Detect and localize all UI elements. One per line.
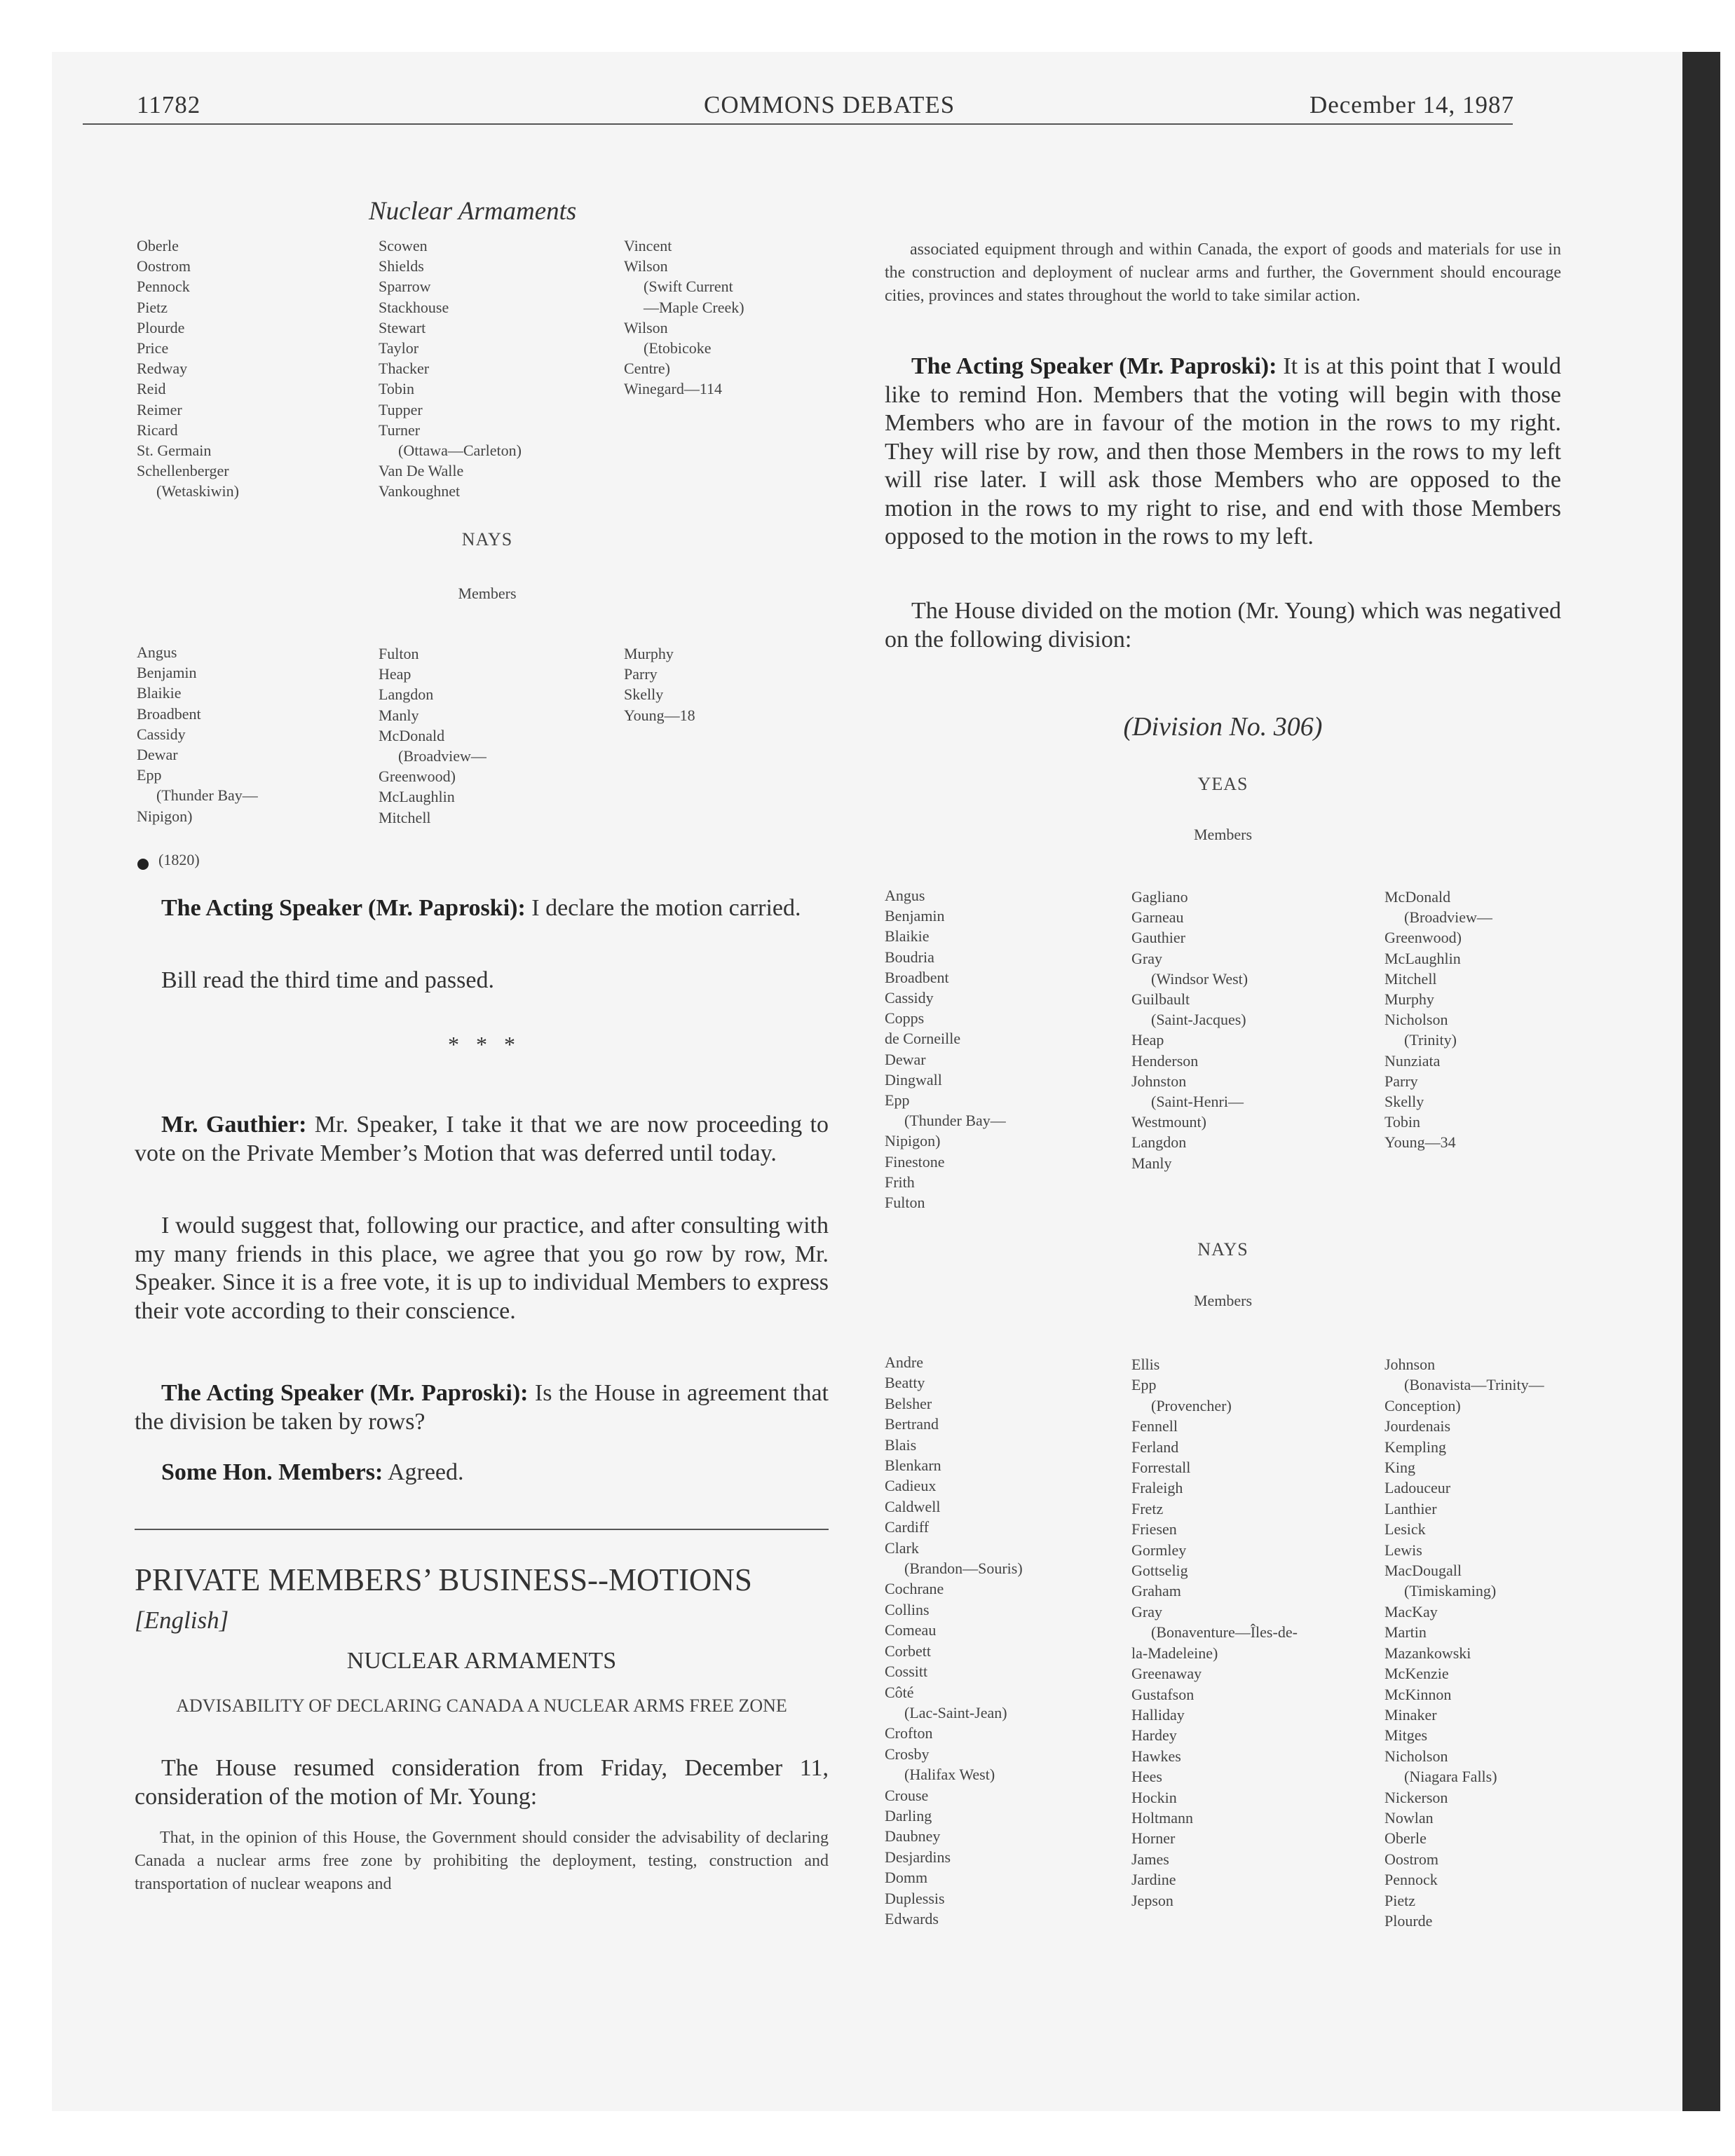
member-name: Stackhouse [379,298,449,316]
member-name: (Bonavista—Trinity— [1404,1376,1544,1394]
member-name: Benjamin [137,664,197,682]
member-name: St. Germain [137,442,212,460]
bullet-marker [137,859,149,870]
member-name: Greenwood) [1384,929,1462,947]
member-name: Andre [885,1353,923,1371]
member-name: Nipigon) [885,1132,941,1150]
member-name: (Broadview— [1404,908,1492,927]
member-name: Young—34 [1384,1133,1456,1152]
member-name: Blais [885,1435,917,1454]
member-name: Winegard—114 [624,380,723,398]
member-name: Horner [1131,1829,1176,1848]
division-nays-subheading: Members [1193,1292,1253,1309]
member-name: Gauthier [1131,929,1185,947]
member-name: Comeau [885,1621,937,1639]
member-name: (Wetaskiwin) [156,482,239,500]
member-name: Schellenberger [137,462,229,480]
member-name: Nunziata [1384,1051,1441,1070]
member-name: Duplessis [885,1889,945,1907]
member-name: Ricard [137,421,178,439]
member-name: Gray [1131,949,1162,967]
member-name: Garneau [1131,908,1184,927]
member-name: Dewar [137,746,178,764]
member-name: Murphy [624,645,674,662]
member-name: Desjardins [885,1848,951,1866]
yeas-list-col1 [137,236,239,502]
member-name: Fraleigh [1131,1479,1183,1497]
subject-subheading: ADVISABILITY OF DECLARING CANADA A NUCLEAR ARMS FREE ZONE [176,1696,787,1716]
member-name: (Swift Current [644,278,733,296]
member-name: Hockin [1131,1788,1177,1806]
member-name: Heap [379,665,411,683]
member-name: Halliday [1131,1705,1185,1724]
yeas-list-col2 [379,236,522,502]
member-name: Forrestall [1131,1459,1191,1477]
member-name: Greenwood) [379,767,456,786]
division-yeas-col2 [1131,887,1248,1173]
member-name: Domm [885,1869,928,1887]
member-name: Wilson [624,318,668,336]
member-name: (Provencher) [1151,1396,1232,1414]
member-name: Kempling [1384,1438,1446,1456]
yeas-heading: YEAS [1197,774,1248,794]
member-name: Darling [885,1806,932,1824]
speaker-name: The Acting Speaker (Mr. Paproski): [161,895,526,921]
member-name: Oberle [137,237,179,254]
member-name: (Etobicoke [644,339,712,357]
member-name: (Saint-Henri— [1151,1093,1244,1111]
yeas-list-col3 [624,236,744,400]
member-name: McDonald [1384,888,1451,906]
member-name: Jourdenais [1384,1417,1451,1435]
member-name: (Broadview— [398,747,487,765]
member-name: Nipigon) [137,807,193,825]
member-name: Langdon [379,685,434,704]
member-name: Price [137,339,169,357]
scan-edge-bar [1682,52,1720,2111]
member-name: Skelly [1384,1093,1424,1111]
nays-subheading: Members [458,585,517,602]
member-name: Dewar [885,1050,926,1068]
member-name: Parry [1384,1072,1418,1090]
member-name: Sparrow [379,278,431,296]
member-name: (Halifax West) [904,1766,995,1784]
member-name: Plourde [1384,1911,1433,1930]
member-name: Epp [1131,1376,1157,1394]
page-date: December 14, 1987 [1309,91,1514,118]
member-name: Cadieux [885,1477,937,1495]
member-name: MacKay [1384,1602,1438,1621]
member-name: Copps [885,1009,925,1028]
member-name: Broadbent [137,704,201,723]
member-name: Redway [137,360,188,378]
member-name: Reid [137,380,166,398]
member-name: Dingwall [885,1070,942,1089]
member-name: Lewis [1384,1541,1422,1559]
member-name: —Maple Creek) [644,298,744,316]
member-name: Belsher [885,1394,932,1412]
member-name: Mitchell [379,808,431,826]
member-name: Angus [137,643,177,661]
paragraph-agreed: Some Hon. Members: Agreed. [161,1459,464,1485]
member-name: Friesen [1131,1520,1177,1538]
member-name: Pietz [137,298,168,316]
member-name: Taylor [379,339,419,357]
member-name: Henderson [1131,1051,1199,1070]
member-name: Blaikie [885,927,930,946]
paragraph-speaker-declares: The Acting Speaker (Mr. Paproski): I declare the motion carried. [161,895,801,921]
member-name: Pennock [137,278,190,296]
member-name: (Lac-Saint-Jean) [904,1703,1007,1721]
member-name: la-Madeleine) [1131,1644,1218,1662]
member-name: Gormley [1131,1541,1187,1559]
motion-quote-continued: associated equipment through and within Canada, the export of goods and materials for use in the construction and deployment of nuclear arms and further, the Government should encourage cities, provinces and states throughout the world to take similar action. [885,240,1561,305]
member-name: (Saint-Jacques) [1151,1011,1246,1029]
member-name: Blaikie [137,684,182,702]
nays-list-col2 [379,643,487,828]
member-name: Reimer [137,400,182,418]
paragraph-gauthier: Mr. Gauthier: Mr. Speaker, I take it that we are now proceeding to vote on the Private Member’s Motion that was deferred until today. [135,1112,829,1166]
member-name: (Thunder Bay— [904,1112,1006,1130]
member-name: Mitges [1384,1726,1428,1745]
member-name: Lanthier [1384,1499,1437,1517]
section-title: Nuclear Armaments [369,197,577,226]
member-name: (Windsor West) [1151,969,1248,988]
member-name: Finestone [885,1152,945,1171]
page-number: 11782 [137,91,201,118]
member-name: de Corneille [885,1030,961,1048]
member-name: Crofton [885,1724,933,1742]
member-name: Hardey [1131,1726,1177,1745]
member-name: (Niagara Falls) [1404,1768,1497,1786]
member-name: Cochrane [885,1580,944,1598]
member-name: Gagliano [1131,888,1188,906]
member-name: Fulton [885,1194,925,1212]
member-name: Heap [1131,1031,1164,1049]
member-name: James [1131,1850,1169,1868]
member-name: Langdon [1131,1133,1187,1152]
member-name: Johnston [1131,1072,1187,1090]
paragraph-speaker-reminder: The Acting Speaker (Mr. Paproski): It is at this point that I would like to remind Hon. Members that the voting will begin with those Members who are in favour of the motion in the rows to my right. They will rise by row, and then those Members in the rows to my left will rise later. I will ask those Members who are opposed to the motion in the rows to my right to rise, and end with those Members opposed to the motion in the rows to my left. [885,353,1561,550]
member-name: Gottselig [1131,1562,1188,1580]
division-nays-col2 [1131,1354,1298,1911]
nays-list-col3 [624,643,695,725]
member-name: Nicholson [1384,1011,1448,1029]
member-name: Centre) [624,360,670,378]
member-name: Cardiff [885,1518,930,1536]
paragraph-speaker-question: The Acting Speaker (Mr. Paproski): Is the House in agreement that the division be taken by rows? [135,1380,829,1435]
member-name: Crouse [885,1786,929,1804]
member-name: Gustafson [1131,1685,1195,1703]
member-name: Mazankowski [1384,1644,1471,1662]
member-name: Blenkarn [885,1456,941,1475]
member-name: McDonald [379,726,445,744]
member-name: Benjamin [885,907,945,925]
member-name: (Bonaventure—Îles-de- [1151,1623,1298,1642]
section-rule [135,1529,829,1530]
member-name: Holtmann [1131,1808,1193,1827]
member-name: Oberle [1384,1829,1427,1848]
member-name: Fennell [1131,1417,1178,1435]
member-name: (Trinity) [1404,1031,1457,1049]
member-name: Clark [885,1538,919,1557]
member-name: Corbett [885,1642,931,1660]
member-name: Beatty [885,1374,925,1392]
member-name: McKenzie [1384,1665,1449,1683]
section-break-asterisks: * * * [448,1032,515,1057]
member-name: Oostrom [137,257,191,275]
member-name: Daubney [885,1827,941,1845]
division-nays-col1 [885,1352,1023,1929]
yeas-subheading: Members [1193,826,1253,843]
member-name: Johnson [1384,1356,1436,1373]
member-name: (Ottawa—Carleton) [398,442,522,460]
speaker-name: Some Hon. Members: [161,1459,383,1485]
member-name: MacDougall [1384,1562,1462,1580]
member-name: Manly [379,706,419,724]
member-name: Guilbault [1131,990,1190,1009]
member-name: Van De Walle [379,462,464,480]
member-name: King [1384,1459,1415,1477]
member-name: Caldwell [885,1497,941,1515]
member-name: Nickerson [1384,1788,1448,1806]
paragraph-division: The House divided on the motion (Mr. Young) which was negatived on the following division: [885,598,1561,653]
member-name: Thacker [379,360,430,378]
division-yeas-col3 [1384,887,1492,1153]
member-name: Tupper [379,400,423,418]
member-name: Turner [379,421,421,439]
member-name: Martin [1384,1623,1427,1642]
member-name: Vincent [624,237,672,254]
member-name: Bertrand [885,1415,939,1433]
member-name: Shields [379,257,424,275]
division-nays-heading: NAYS [1197,1239,1248,1260]
member-name: Collins [885,1600,930,1618]
member-name: Nicholson [1384,1747,1448,1765]
member-name: Skelly [624,685,664,704]
member-name: Edwards [885,1909,939,1928]
member-name: Côté [885,1683,914,1701]
member-name: Nowlan [1384,1808,1434,1827]
division-yeas-col1 [885,885,1006,1213]
member-name: Scowen [379,237,428,254]
member-name: Fulton [379,645,419,662]
header-rule [83,123,1513,125]
member-name: Jardine [1131,1871,1176,1889]
paragraph-bill-passed: Bill read the third time and passed. [161,967,494,993]
member-name: Hees [1131,1768,1162,1786]
member-name: Frith [885,1173,915,1191]
member-name: Pietz [1384,1891,1415,1909]
member-name: Ferland [1131,1438,1179,1456]
member-name: Boudria [885,948,934,966]
member-name: Plourde [137,318,185,336]
motion-quote: That, in the opinion of this House, the Government should consider the advisability of declaring Canada a nuclear arms free zone by prohibiting the deployment, testing, construction and transportation of nuclear weapons and [135,1829,829,1893]
member-name: Oostrom [1384,1850,1438,1868]
division-nays-col3 [1384,1354,1544,1931]
member-name: Fretz [1131,1499,1164,1517]
member-name: Stewart [379,318,426,336]
member-name: Ladouceur [1384,1479,1451,1497]
speaker-name: The Acting Speaker (Mr. Paproski): [911,353,1277,379]
member-name: Minaker [1384,1705,1437,1724]
member-name: Parry [624,665,658,683]
nays-list-col1 [137,642,258,826]
member-name: McLaughlin [379,788,455,806]
member-name: Murphy [1384,990,1434,1009]
member-name: Graham [1131,1582,1181,1600]
member-name: (Thunder Bay— [156,786,258,805]
speaker-name: Mr. Gauthier: [161,1112,307,1138]
member-name: Westmount) [1131,1113,1206,1131]
member-name: McLaughlin [1384,949,1461,967]
member-name: McKinnon [1384,1685,1452,1703]
business-heading: PRIVATE MEMBERS’ BUSINESS--MOTIONS [135,1562,752,1597]
member-name: Epp [137,766,162,784]
member-name: Ellis [1131,1356,1160,1373]
paragraph-suggestion: I would suggest that, following our practice, and after consulting with my many friends in this place, we agree that you go row by row, Mr. Speaker. Since it is a free vote, it is up to individual Members to express their vote according to their conscience. [135,1213,829,1324]
member-name: Conception) [1384,1396,1461,1414]
member-name: (Brandon—Souris) [904,1560,1023,1578]
time-marker: (1820) [158,851,200,868]
member-name: Tobin [1384,1113,1421,1131]
publication-title: COMMONS DEBATES [704,91,955,118]
member-name: Broadbent [885,968,949,986]
member-name: Lesick [1384,1520,1426,1538]
subject-heading: NUCLEAR ARMAMENTS [346,1648,617,1674]
member-name: Young—18 [624,706,695,724]
member-name: (Timiskaming) [1404,1582,1497,1600]
division-title: (Division No. 306) [1123,712,1323,742]
member-name: Crosby [885,1745,930,1763]
nays-heading: NAYS [461,529,513,550]
member-name: Cassidy [137,725,186,743]
member-name: Hawkes [1131,1747,1181,1765]
member-name: Manly [1131,1154,1172,1172]
speaker-name: The Acting Speaker (Mr. Paproski): [161,1380,529,1406]
member-name: Greenaway [1131,1665,1202,1683]
member-name: Epp [885,1091,910,1110]
member-name: Vankoughnet [379,482,461,500]
member-name: Jepson [1131,1891,1173,1909]
paragraph-resumed: The House resumed consideration from Friday, December 11, consideration of the motion of Mr. Young: [135,1755,829,1810]
member-name: Tobin [379,380,415,398]
member-name: Gray [1131,1602,1162,1621]
member-name: Mitchell [1384,969,1437,988]
member-name: Pennock [1384,1871,1438,1889]
member-name: Wilson [624,257,668,275]
member-name: Cossitt [885,1663,928,1681]
member-name: Cassidy [885,989,934,1007]
member-name: Angus [885,887,925,904]
language-tag: [English] [135,1606,229,1634]
